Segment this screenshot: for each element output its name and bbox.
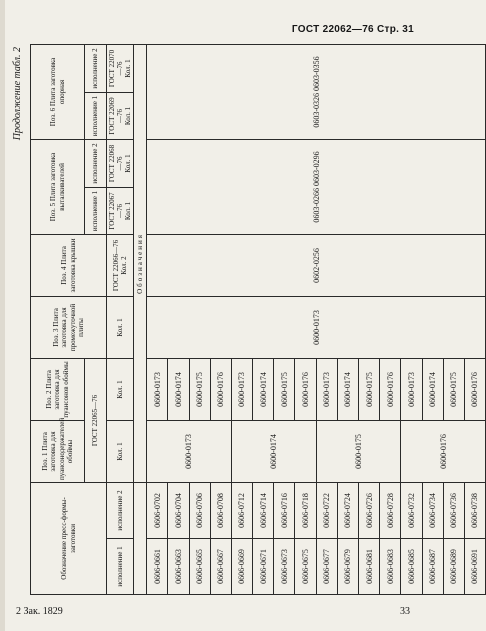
pos2-value: 0600-0175 (443, 358, 464, 420)
pos4-kol: Кол. 2 (120, 256, 129, 275)
pos4-gost-kol (107, 234, 134, 296)
designation-isp2: 0606-0734 (422, 482, 443, 538)
designation-isp1: 0606-0685 (401, 539, 422, 595)
designation-isp2: 0606-0704 (168, 482, 189, 538)
designation-isp1: 0606-0673 (274, 539, 295, 595)
pos1-header: Поз. 1 Плита заготовка для пуансонодержателей обоймы (31, 420, 85, 482)
designation-isp2: 0606-0724 (337, 482, 358, 538)
designation-isp2: 0606-0732 (401, 482, 422, 538)
pos2-value: 0600-0173 (231, 358, 252, 420)
pos2-value: 0600-0174 (253, 358, 274, 420)
pos2-value: 0600-0173 (147, 358, 168, 420)
col-designation-header: Обозначение пресс-формы-заготовки (31, 482, 107, 594)
designation-isp1: 0606-0663 (168, 539, 189, 595)
designation-isp1: 0606-0671 (253, 539, 274, 595)
gost-22065-header: ГОСТ 22065—76 (85, 358, 107, 482)
continuation-label: Продолжение табл. 2 (12, 47, 23, 141)
designation-isp1: 0606-0665 (189, 539, 210, 595)
designation-isp1: 0606-0679 (337, 539, 358, 595)
footer-left: 2 Зак. 1829 (16, 606, 63, 617)
pos1-value: 0600-0174 (231, 420, 316, 482)
pos5-header: Поз. 5 Плита заготовка выталкивателей (31, 139, 85, 234)
table-row (147, 44, 168, 594)
page-number: 33 (400, 606, 410, 617)
gost-22070: ГОСТ 22070—76 (108, 49, 125, 88)
pos2-header: Поз. 2 Плита заготовка для пуансонов обоймы (31, 358, 85, 420)
pos1-value: 0600-0175 (316, 420, 401, 482)
pos2-value: 0600-0175 (189, 358, 210, 420)
pos2-value: 0600-0175 (359, 358, 380, 420)
designation-isp1: 0606-0689 (443, 539, 464, 595)
gost-22069: ГОСТ 22069—76 (108, 97, 125, 135)
designation-isp1: 0606-0675 (295, 539, 316, 595)
designation-isp1: 0606-0677 (316, 539, 337, 595)
designation-isp2: 0606-0726 (359, 482, 380, 538)
designation-isp2: 0606-0738 (464, 482, 485, 538)
designation-isp1: 0606-0691 (464, 539, 485, 595)
pos5-isp2-kol: Кол. 1 (124, 154, 133, 173)
pos2-value: 0600-0174 (337, 358, 358, 420)
isp2-header: исполнение 2 (107, 482, 134, 538)
spec-table (30, 44, 486, 595)
designation-isp2: 0606-0716 (274, 482, 295, 538)
pos6-isp1-gost (107, 92, 134, 139)
pos6-isp1-kol: Кол. 1 (124, 106, 133, 126)
designation-isp1: 0606-0669 (231, 539, 252, 595)
rotated-table (12, 45, 480, 595)
pos2-value: 0600-0176 (210, 358, 231, 420)
pos5-isp2-header: исполнение 2 (85, 139, 107, 187)
pos6-isp2-gost (107, 44, 134, 92)
designation-isp2: 0606-0706 (189, 482, 210, 538)
designation-isp1: 0606-0681 (359, 539, 380, 595)
pos2-value: 0600-0173 (401, 358, 422, 420)
pos2-value: 0600-0174 (422, 358, 443, 420)
gost-22066: ГОСТ 22066—76 (112, 239, 121, 292)
pos2-value: 0600-0173 (316, 358, 337, 420)
oboznachenie-label: Обозначения (134, 44, 147, 482)
pos5-isp1-header: исполнение 1 (85, 187, 107, 234)
pos1-kol: Кол. 1 (107, 420, 134, 482)
pos2-value: 0600-0176 (464, 358, 485, 420)
pos5-isp1-gost (107, 187, 134, 234)
pos1-value: 0600-0173 (147, 420, 232, 482)
pos4-header: Поз. 4 Плита заготовка крышки (31, 234, 107, 296)
page-edge (0, 0, 5, 631)
pos6-isp2-kol: Кол. 1 (124, 59, 133, 78)
designation-isp2: 0606-0702 (147, 482, 168, 538)
pos6-value: 0603-0326 0603-0356 (147, 44, 486, 139)
pos6-header: Поз. 6 Плита заготовка опорная (31, 44, 85, 139)
rotated-table-wrapper (12, 45, 480, 595)
designation-isp1: 0606-0683 (380, 539, 401, 595)
pos2-value: 0600-0176 (295, 358, 316, 420)
designation-isp2: 0606-0712 (231, 482, 252, 538)
designation-isp2: 0606-0718 (295, 482, 316, 538)
pos5-isp2-gost (107, 139, 134, 187)
designation-isp2: 0606-0722 (316, 482, 337, 538)
gost-22068: ГОСТ 22068—76 (108, 144, 125, 183)
pos3-header: Поз. 3 Плита заготовка для промежуточной плиты (31, 296, 107, 358)
pos2-kol: Кол. 1 (107, 358, 134, 420)
designation-isp2: 0606-0708 (210, 482, 231, 538)
designation-isp2: 0606-0728 (380, 482, 401, 538)
gost-22067: ГОСТ 22067—76 (108, 192, 125, 230)
pos2-value: 0600-0176 (380, 358, 401, 420)
pos3-kol: Кол. 1 (107, 296, 134, 358)
designation-isp1: 0606-0687 (422, 539, 443, 595)
designation-isp2: 0606-0736 (443, 482, 464, 538)
pos3-value: 0600-0173 (147, 296, 486, 358)
isp1-header: исполнение 1 (107, 539, 134, 595)
pos5-value: 0603-0266 0603-0296 (147, 139, 486, 234)
designation-isp2: 0606-0714 (253, 482, 274, 538)
table-body (147, 44, 486, 594)
designation-isp1: 0606-0661 (147, 539, 168, 595)
pos5-isp1-kol: Кол. 1 (124, 201, 133, 221)
pos6-isp1-header: исполнение 1 (85, 92, 107, 139)
obozn-blank (134, 482, 147, 594)
pos4-value: 0602-0256 (147, 234, 486, 296)
page-header: ГОСТ 22062—76 Стр. 31 (291, 24, 414, 35)
designation-isp1: 0606-0667 (210, 539, 231, 595)
pos2-value: 0600-0174 (168, 358, 189, 420)
pos1-value: 0600-0176 (401, 420, 486, 482)
pos2-value: 0600-0175 (274, 358, 295, 420)
pos6-isp2-header: исполнение 2 (85, 44, 107, 92)
